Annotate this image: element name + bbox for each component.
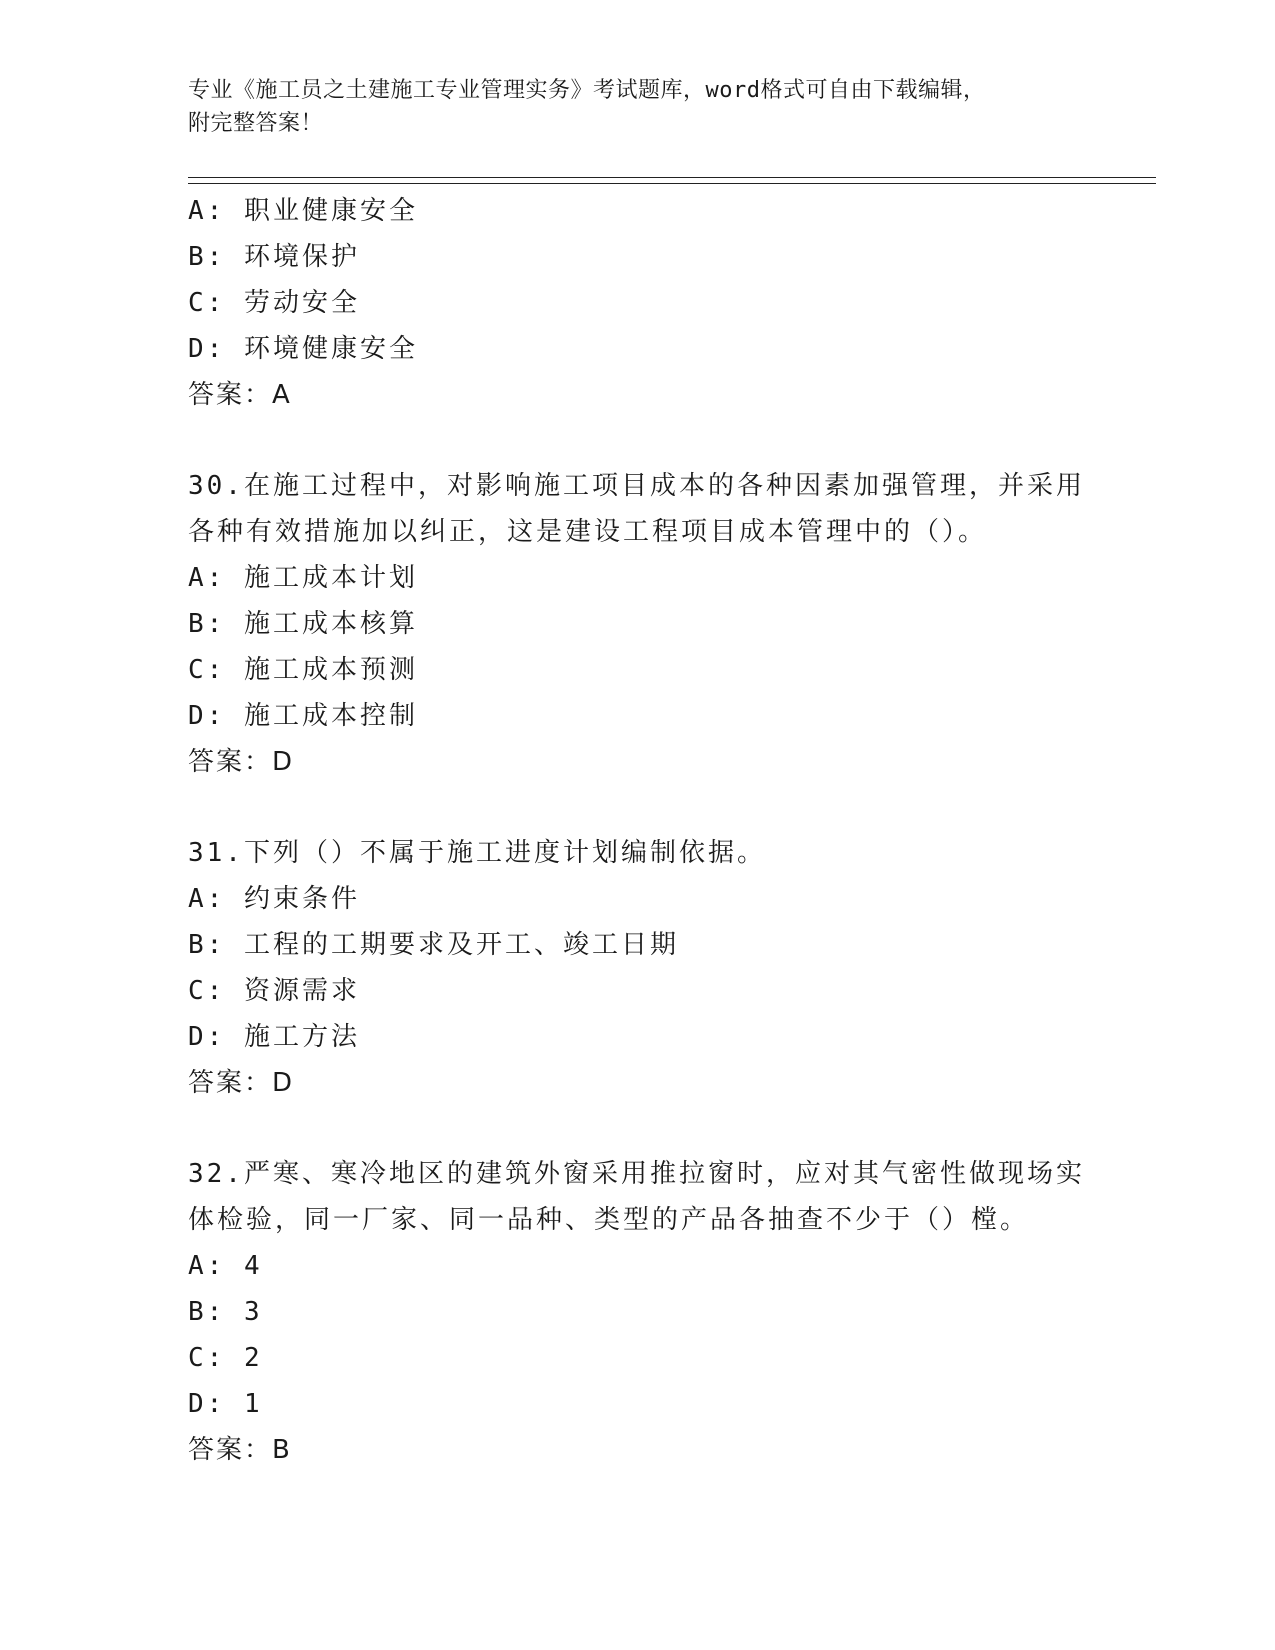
option-a: A: 职业健康安全: [188, 196, 418, 226]
option-d: D: 1: [188, 1389, 263, 1419]
option-d: D: 施工方法: [188, 1022, 360, 1052]
option-d: D: 环境健康安全: [188, 334, 418, 364]
answer-line: 答案：A: [188, 380, 292, 410]
option-b: B: 工程的工期要求及开工、竣工日期: [188, 930, 679, 960]
question-stem-line: 32.严寒、寒冷地区的建筑外窗采用推拉窗时，应对其气密性做现场实: [188, 1159, 1085, 1189]
question-stem-line: 各种有效措施加以纠正，这是建设工程项目成本管理中的（）。: [188, 517, 988, 547]
question-block: [188, 188, 1088, 418]
question-stem-line: 30.在施工过程中，对影响施工项目成本的各种因素加强管理，并采用: [188, 471, 1085, 501]
option-c: C: 资源需求: [188, 976, 360, 1006]
question-block: [188, 830, 1088, 1106]
header-divider-top: [188, 177, 1156, 178]
option-b: B: 环境保护: [188, 242, 360, 272]
option-b: B: 3: [188, 1297, 263, 1327]
option-d: D: 施工成本控制: [188, 701, 418, 731]
question-block: [188, 1151, 1088, 1473]
option-b: B: 施工成本核算: [188, 609, 418, 639]
header-divider-bottom: [188, 183, 1156, 184]
question-stem-line: 31.下列（）不属于施工进度计划编制依据。: [188, 838, 766, 868]
answer-line: 答案：B: [188, 1435, 292, 1465]
question-stem: [188, 1151, 1088, 1243]
question-stem: [188, 463, 1088, 555]
question-stem-line: 体检验，同一厂家、同一品种、类型的产品各抽查不少于（）樘。: [188, 1205, 1030, 1235]
option-c: C: 施工成本预测: [188, 655, 418, 685]
document-header: [188, 74, 1068, 140]
option-c: C: 2: [188, 1343, 263, 1373]
header-line-2: 附完整答案！: [188, 111, 324, 136]
answer-line: 答案：D: [188, 747, 295, 777]
header-line-1: 专业《施工员之土建施工专业管理实务》考试题库，word格式可自由下载编辑，: [188, 78, 986, 103]
option-a: A: 施工成本计划: [188, 563, 418, 593]
answer-line: 答案：D: [188, 1068, 295, 1098]
option-a: A: 4: [188, 1251, 263, 1281]
question-list: [188, 188, 1088, 1473]
option-a: A: 约束条件: [188, 884, 360, 914]
option-c: C: 劳动安全: [188, 288, 360, 318]
question-block: [188, 463, 1088, 785]
question-stem: [188, 830, 1088, 876]
